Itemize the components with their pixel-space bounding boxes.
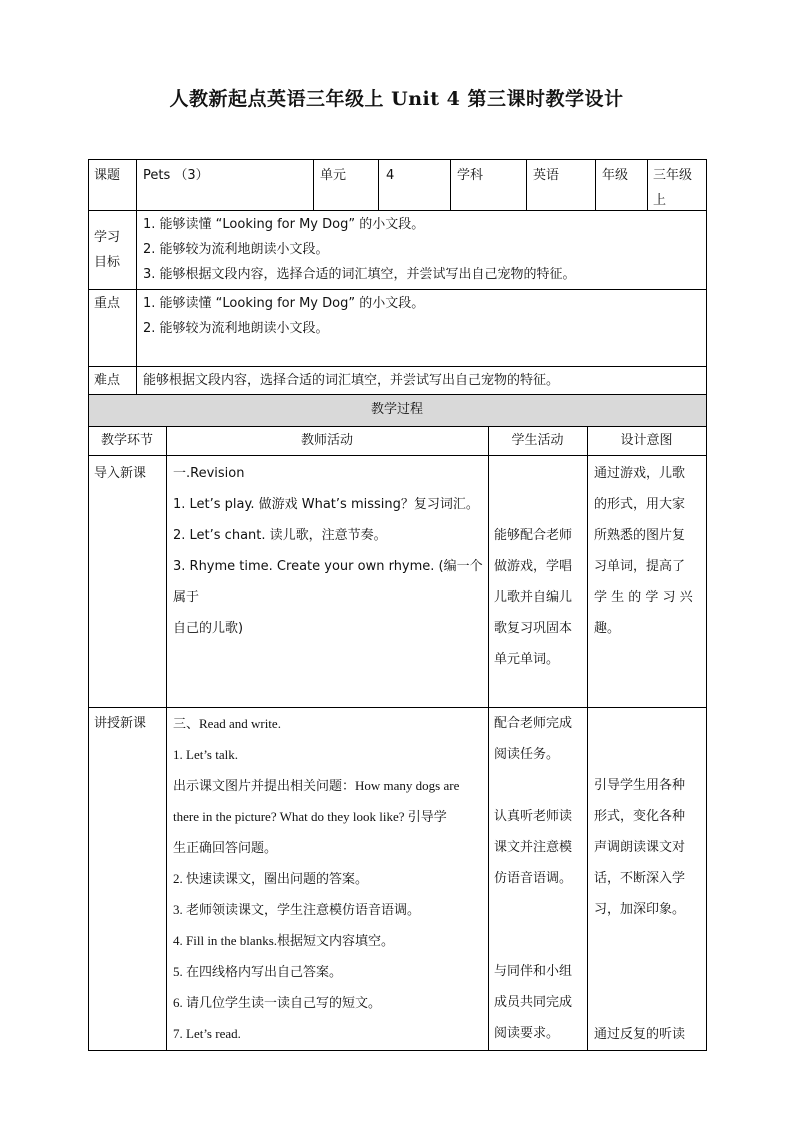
student-line: 阅读任务。: [494, 747, 560, 762]
teacher-line: 7. Let’s read.: [173, 1026, 241, 1041]
intent-line: 通过游戏，儿歌: [594, 466, 686, 481]
student-activity: [494, 520, 586, 675]
key-points-label: 重点: [94, 296, 121, 311]
teacher-line: 5. 在四线格内写出自己答案。: [173, 964, 343, 979]
student-line: 与同伴和小组: [494, 964, 573, 979]
teacher-line: there in the picture? What do they look like? 引导学: [173, 809, 447, 824]
student-line: 仿语音语调。: [494, 871, 573, 886]
student-activity: [494, 956, 586, 1049]
col-student: 学生活动: [511, 433, 564, 448]
key-point-item: 1. 能够读懂 “Looking for My Dog” 的小文段。: [143, 296, 425, 311]
student-line: 做游戏，学唱: [494, 559, 573, 574]
teacher-line: 4. Fill in the blanks.根据短文内容填空。: [173, 933, 395, 948]
student-line: 配合老师完成: [494, 716, 573, 731]
difficulty-label: 难点: [94, 373, 121, 388]
difficulty-text: 能够根据文段内容，选择合适的词汇填空，并尝试写出自己宠物的特征。: [143, 373, 560, 388]
student-line: 课文并注意模: [494, 840, 573, 855]
student-activity: [494, 801, 586, 894]
subject-value: 英语: [533, 168, 560, 183]
objective-item: 1. 能够读懂 “Looking for My Dog” 的小文段。: [143, 217, 425, 232]
teacher-line: 2. 快速读课文，圈出问题的答案。: [173, 871, 369, 886]
grade-label: 年级: [602, 168, 629, 183]
teacher-line: 3. Rhyme time. Create your own rhyme. (编一个属于: [173, 559, 483, 605]
teacher-line: 3. 老师领读课文，学生注意模仿语音语调。: [173, 902, 421, 917]
intent-line: 习单词，提高了: [594, 559, 686, 574]
col-intent: 设计意图: [620, 433, 673, 448]
design-intent: [594, 458, 704, 644]
objective-item: 3. 能够根据文段内容，选择合适的词汇填空，并尝试写出自己宠物的特征。: [143, 267, 576, 282]
teacher-line: 自己的儿歌): [173, 621, 244, 636]
student-activity: [494, 708, 586, 770]
teacher-line: 2. Let’s chant. 读儿歌，注意节奏。: [173, 528, 387, 543]
design-intent: [594, 770, 704, 925]
student-line: 儿歌并自编儿: [494, 590, 573, 605]
key-point-item: 2. 能够较为流利地朗读小文段。: [143, 321, 329, 336]
design-intent: [594, 1019, 704, 1050]
unit-value: 4: [386, 168, 395, 183]
student-line: 歌复习巩固本: [494, 621, 573, 636]
teacher-line: 一.Revision: [173, 466, 245, 481]
intent-line: 学 生 的 学 习 兴: [594, 590, 693, 605]
objective-item: 2. 能够较为流利地朗读小文段。: [143, 242, 329, 257]
page-title: 人教新起点英语三年级上 Unit 4 第三课时教学设计: [169, 88, 624, 110]
teacher-activity: [173, 458, 485, 644]
teacher-line: 三、Read and write.: [173, 716, 281, 731]
subject-label: 学科: [457, 168, 484, 183]
lesson-value: Pets （3）: [143, 168, 209, 183]
grade-value: 三年级上: [653, 168, 693, 208]
intent-line: 引导学生用各种: [594, 778, 686, 793]
teacher-line: 出示课文图片并提出相关问题：How many dogs are: [173, 778, 460, 793]
objectives-label: 学习目标: [94, 230, 121, 270]
teacher-line: 1. Let’s play. 做游戏 What’s missing？复习词汇。: [173, 497, 479, 512]
student-line: 阅读要求。: [494, 1026, 560, 1041]
intent-line: 形式，变化各种: [594, 809, 686, 824]
intent-line: 话，不断深入学: [594, 871, 686, 886]
lesson-label: 课题: [94, 168, 121, 183]
teacher-activity: [173, 708, 485, 1049]
student-line: 能够配合老师: [494, 528, 573, 543]
intent-line: 的形式，用大家: [594, 497, 686, 512]
col-stage: 教学环节: [100, 433, 153, 448]
student-line: 认真听老师读: [494, 809, 573, 824]
student-line: 成员共同完成: [494, 995, 573, 1010]
intent-line: 声调朗读课文对: [594, 840, 686, 855]
unit-label: 单元: [320, 168, 347, 183]
process-heading: 教学过程: [370, 402, 423, 417]
stage-name: 讲授新课: [94, 716, 147, 731]
stage-name: 导入新课: [94, 466, 147, 481]
teacher-line: 6. 请几位学生读一读自己写的短文。: [173, 995, 382, 1010]
intent-line: 通过反复的听读: [594, 1027, 686, 1042]
intent-line: 所熟悉的图片复: [594, 528, 686, 543]
intent-line: 习，加深印象。: [594, 902, 686, 917]
teacher-line: 生正确回答问题。: [173, 840, 278, 855]
intent-line: 趣。: [594, 621, 621, 636]
student-line: 单元单词。: [494, 652, 560, 667]
teacher-line: 1. Let’s talk.: [173, 747, 238, 762]
col-teacher: 教师活动: [300, 433, 353, 448]
